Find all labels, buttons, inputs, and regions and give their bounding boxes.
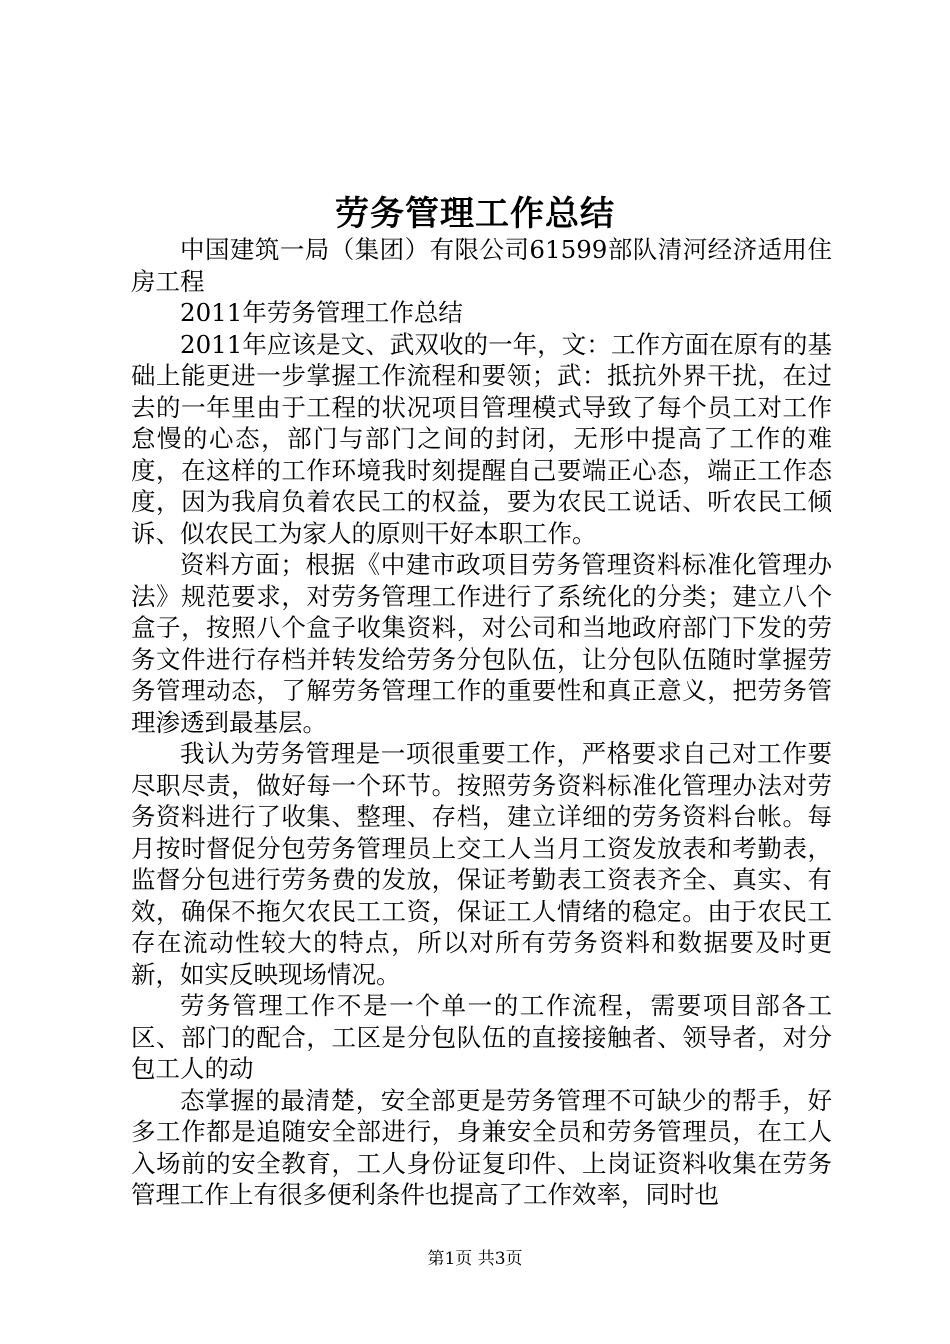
paragraph-importance: 我认为劳务管理是一项很重要工作，严格要求自己对工作要尽职尽责，做好每一个环节。按照劳务资料标准化管理办法对劳务资料进行了收集、整理、存档，建立详细的劳务资料台帐。每月按时督促分包劳务管理员上交工人当月工资发放表和考勤表，监督分包进行劳务费的发放，保证考勤表工资表齐全、真实、有效，确保不拖欠农民工工资，保证工人情绪的稳定。由于农民工存在流动性较大的特点，所以对所有劳务资料和数据要及时更新，如实反映现场情况。 [131, 739, 832, 989]
document-title: 劳务管理工作总结 [335, 194, 615, 234]
document-body [131, 234, 832, 1211]
paragraph-coordination: 劳务管理工作不是一个单一的工作流程，需要项目部各工区、部门的配合，工区是分包队伍的直接接触者、领导者，对分包工人的动 [131, 991, 832, 1083]
page-number: 第1页 共3页 [427, 1249, 523, 1269]
paragraph-company: 中国建筑一局（集团）有限公司61599部队清河经济适用住房工程 [131, 235, 832, 296]
paragraph-subtitle: 2011年劳务管理工作总结 [180, 298, 463, 327]
paragraph-materials: 资料方面；根据《中建市政项目劳务管理资料标准化管理办法》规范要求，对劳务管理工作进行了系统化的分类；建立八个盒子，按照八个盒子收集资料，对公司和当地政府部门下发的劳务文件进行存档并转发给劳务分包队伍，让分包队伍随时掌握劳务管理动态，了解劳务管理工作的重要性和真正意义，把劳务管理渗透到最基层。 [131, 550, 832, 737]
paragraph-overview: 2011年应该是文、武双收的一年，文：工作方面在原有的基础上能更进一步掌握工作流程和要领；武：抵抗外界干扰，在过去的一年里由于工程的状况项目管理模式导致了每个员工对工作怠慢的心态，部门与部门之间的封闭，无形中提高了工作的难度，在这样的工作环境我时刻提醒自己要端正心态，端正工作态度，因为我肩负着农民工的权益，要为农民工说话、听农民工倾诉、似农民工为家人的原则干好本职工作。 [131, 329, 832, 548]
paragraph-safety: 态掌握的最清楚，安全部更是劳务管理不可缺少的帮手，好多工作都是追随安全部进行，身兼安全员和劳务管理员，在工人入场前的安全教育，工人身份证复印件、上岗证资料收集在劳务管理工作上有很多便利条件也提高了工作效率，同时也 [131, 1085, 832, 1209]
